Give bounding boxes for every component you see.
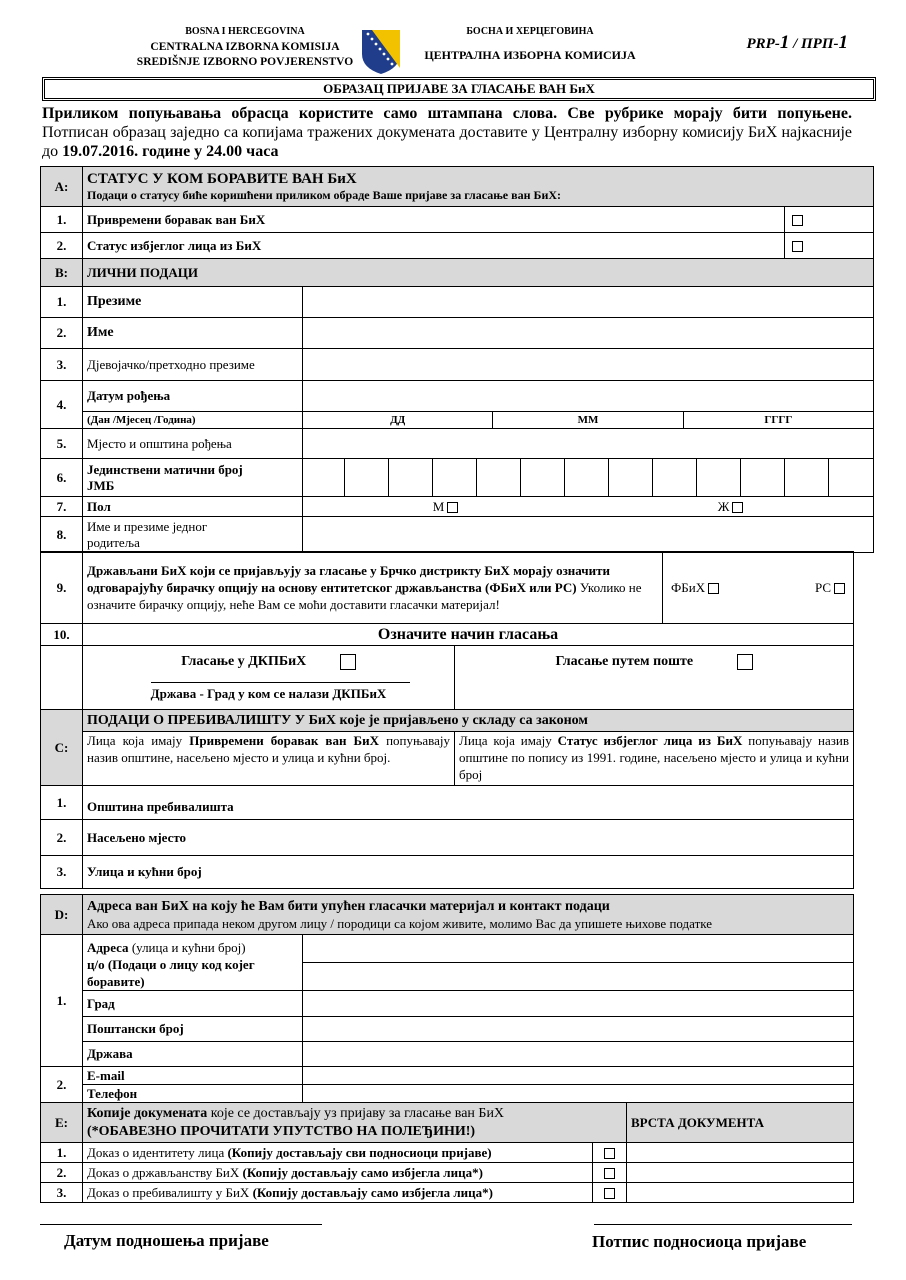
form-title-box: [42, 77, 876, 101]
b-row8-num: 8.: [41, 517, 83, 553]
form-code-prefix: PRP-: [746, 36, 780, 52]
section-c-letter: C:: [41, 710, 83, 786]
header-left-line-3: SREDIŠNJE IZBORNO POVJERENSTVO: [136, 56, 354, 68]
phone-field[interactable]: [303, 1085, 854, 1103]
residence-proof-checkbox[interactable]: [604, 1188, 615, 1199]
e-row2-label: [83, 1163, 593, 1183]
e-row1-text: Доказ о идентитету лица: [87, 1144, 228, 1160]
c-row2-num: 2.: [41, 820, 83, 856]
b-row6-num: 6.: [41, 459, 83, 497]
e-row2-doc-type-field[interactable]: [627, 1163, 854, 1183]
municipality-label: Општина пребивалишта: [87, 799, 234, 814]
header-right-line-1: БОСНА И ХЕРЦЕГОВИНА: [466, 26, 594, 37]
b-row7-num: 7.: [41, 497, 83, 517]
c-right-post: попуњавају назив општине по попису из 1991. године, насељено мјесто и улица и кућни број: [459, 733, 850, 782]
jmb-digit-3[interactable]: [389, 459, 433, 497]
c-right-pre: Лица која имају: [459, 733, 558, 748]
address-label-bold: Адреса: [87, 940, 129, 955]
birth-date-label: Датум рођења: [83, 381, 302, 412]
section-a-b-table: [40, 166, 874, 553]
gender-female-label: Ж: [717, 498, 730, 514]
section-d-table: [40, 894, 854, 1103]
settlement-label: Насељено мјесто: [87, 829, 187, 845]
vote-post-cell: [455, 646, 854, 710]
c-right-bold: Статус избјеглог лица из БиХ: [557, 733, 743, 748]
vote-dkp-sublabel: Држава - Град у ком се налази ДКПБиХ: [150, 686, 387, 702]
a-row1-label: Привремени боравак ван БиХ: [83, 207, 785, 233]
id-proof-checkbox[interactable]: [604, 1148, 615, 1159]
d-row2-num: 2.: [41, 1067, 83, 1103]
e-row3-checkbox-cell: [593, 1183, 627, 1203]
co-field[interactable]: [303, 963, 854, 991]
section-d-subtitle: Ако ова адреса припада неком другом лицу / породици са којом живите, молимо Вас да упишете њихове податке: [87, 915, 713, 931]
e-row2-text: Доказ о држављанству БиХ: [87, 1164, 243, 1180]
section-e-title-normal: које се достављају уз пријаву за гласање ван БиХ: [207, 1105, 505, 1121]
section-e-table: [40, 1102, 854, 1203]
parent-name-label-2: родитеља: [87, 534, 140, 550]
jmb-digit-2[interactable]: [345, 459, 389, 497]
e-row2-checkbox-cell: [593, 1163, 627, 1183]
header-left-line-2: CENTRALNA IZBORNA KOMISIJA: [150, 40, 340, 53]
jmb-label-cell: [83, 459, 303, 497]
brcko-table: [40, 551, 854, 646]
section-a-letter: A:: [41, 167, 83, 207]
b-row3-num: 3.: [41, 349, 83, 381]
parent-name-field[interactable]: [303, 517, 874, 553]
birth-place-label: Мјесто и општина рођења: [83, 429, 303, 459]
gender-female-checkbox[interactable]: [732, 502, 743, 513]
voting-method-title: Означите начин гласања: [83, 624, 854, 646]
a-row2-checkbox-cell: [785, 233, 874, 259]
section-e-letter: E:: [41, 1103, 83, 1143]
phone-label: Телефон: [83, 1085, 303, 1103]
birth-day-label: ДД: [303, 412, 493, 428]
section-e-title-bold: Копије докумената: [87, 1105, 208, 1121]
c-left-post: попуњавају назив општине, насељено мјесто и улица и кућни број.: [87, 733, 451, 765]
date-line[interactable]: [40, 1224, 322, 1225]
section-a-header: [83, 167, 874, 207]
e-row1-doc-type-field[interactable]: [627, 1143, 854, 1163]
jmb-digit-1[interactable]: [303, 459, 345, 497]
c-row1-num: 1.: [41, 786, 83, 820]
vote-dkp-cell: [83, 646, 455, 710]
address-label-normal: (улица и кућни број): [128, 940, 246, 955]
jmb-digit-12[interactable]: [785, 459, 829, 497]
jmb-digit-7[interactable]: [565, 459, 609, 497]
surname-field[interactable]: [303, 287, 874, 318]
jmb-digit-4[interactable]: [433, 459, 477, 497]
e-row1-label: [83, 1143, 593, 1163]
section-d-title: Адреса ван БиХ на коју ће Вам бити упућен гласачки материјал и контакт подаци: [87, 898, 610, 914]
date-label: Датум подношења пријаве: [64, 1231, 269, 1250]
street-field[interactable]: [83, 856, 854, 889]
section-c-table: [40, 709, 854, 889]
citizenship-proof-checkbox[interactable]: [604, 1168, 615, 1179]
voting-method-table: [40, 645, 854, 710]
instructions-deadline: 19.07.2016. године у 24.00 часа: [62, 143, 279, 160]
email-label: E-mail: [83, 1067, 303, 1085]
birth-place-field[interactable]: [303, 429, 874, 459]
jmb-abbr: ЈМБ: [87, 477, 115, 493]
c-left-pre: Лица која имају: [87, 733, 190, 748]
temporary-stay-checkbox[interactable]: [792, 215, 803, 226]
e-row1-bold: (Копију достављају сви подносиоци пријаве): [227, 1144, 492, 1160]
e-row3-num: 3.: [41, 1183, 83, 1203]
jmb-digit-9[interactable]: [653, 459, 697, 497]
e-row2-bold: (Копију достављају само избјегла лица*): [242, 1164, 483, 1180]
header-left-line-1: BOSNA I HERCEGOVINA: [185, 26, 305, 37]
vote-post-label: Гласање путем поште: [555, 654, 694, 670]
section-d-letter: D:: [41, 895, 83, 935]
e-row3-doc-type-field[interactable]: [627, 1183, 854, 1203]
signature-line[interactable]: [594, 1224, 852, 1225]
b-row1-num: 1.: [41, 287, 83, 318]
city-field[interactable]: [303, 991, 854, 1017]
section-b-letter: B:: [41, 259, 83, 287]
section-a-subtitle: Подаци о статусу биће коришћени приликом обраде Ваше пријаве за гласање ван БиХ:: [87, 187, 562, 202]
section-a-title: СТАТУС У КОМ БОРАВИТЕ ВАН БиХ: [87, 170, 357, 187]
fbih-label: ФБиХ: [671, 579, 706, 595]
address-field[interactable]: [303, 935, 854, 963]
street-label: Улица и кућни број: [87, 864, 202, 879]
header-left: [110, 24, 380, 71]
form-code-num2: 1: [838, 32, 848, 53]
form-code-mid: / ПРП-: [789, 36, 839, 52]
jmb-digit-11[interactable]: [741, 459, 785, 497]
jmb-digit-6[interactable]: [521, 459, 565, 497]
postal-label: Поштански број: [83, 1017, 303, 1042]
refugee-status-checkbox[interactable]: [792, 241, 803, 252]
d-row1-num: 1.: [41, 935, 83, 1067]
first-name-label: Име: [83, 318, 303, 349]
header-right-line-2: ЦЕНТРАЛНА ИЗБОРНА КОМИСИЈА: [424, 47, 636, 62]
country-label: Држава: [83, 1042, 303, 1067]
e-row2-num: 2.: [41, 1163, 83, 1183]
coat-of-arms-icon: [360, 28, 402, 76]
jmb-digit-10[interactable]: [697, 459, 741, 497]
form-code: [747, 32, 849, 54]
instructions-text: Потписан образац заједно са копијама тражених докумената доставите у Централну изборну комисију БиХ најкасније до: [42, 124, 852, 160]
brcko-text-bold: Држављани БиХ који се пријављују за гласање у Брчко дистрикту БиХ морају означити одговарајућу бирачку опцију на основу ентитетског држављанства (ФБиХ или РС): [87, 563, 610, 595]
address-label-cell: [83, 935, 303, 991]
c-left-bold: Привремени боравак ван БиХ: [189, 733, 379, 748]
e-row1-checkbox-cell: [593, 1143, 627, 1163]
entity-options: [663, 552, 854, 624]
e-row3-label: [83, 1183, 593, 1203]
postal-field[interactable]: [303, 1017, 854, 1042]
vote-post-checkbox[interactable]: [737, 654, 753, 670]
e-row3-bold: (Копију достављају само избјегла лица*): [252, 1184, 493, 1200]
birth-year-label: ГГГГ: [764, 414, 793, 426]
b-row5-num: 5.: [41, 429, 83, 459]
maiden-name-label: Дјевојачко/претходно презиме: [83, 349, 303, 381]
c-row3-num: 3.: [41, 856, 83, 889]
e-row1-num: 1.: [41, 1143, 83, 1163]
birth-date-sublabel: (Дан /Мјесец /Година): [87, 414, 196, 426]
jmb-digit-8[interactable]: [609, 459, 653, 497]
instructions-bold: Приликом попуњавања обрасца користите само штампана слова. Све рубрике морају бити попуњене.: [42, 105, 852, 122]
maiden-name-field[interactable]: [303, 349, 874, 381]
vote-dkp-label: Гласање у ДКПБиХ: [181, 654, 307, 670]
brcko-text: [83, 552, 663, 624]
section-c-left-note: [83, 732, 455, 786]
jmb-digit-5[interactable]: [477, 459, 521, 497]
gender-male-checkbox[interactable]: [447, 502, 458, 513]
e-row3-text: Доказ о пребивалишту у БиХ: [87, 1184, 253, 1200]
gender-options: [303, 497, 874, 517]
country-field[interactable]: [303, 1042, 854, 1067]
surname-label: Презиме: [83, 287, 303, 318]
birth-month-label: ММ: [493, 412, 683, 428]
jmb-label: Јединствени матични број: [87, 461, 243, 477]
gender-male-label: М: [432, 498, 445, 514]
header-right: [420, 24, 640, 63]
parent-name-label-cell: [83, 517, 303, 553]
section-c-title: [83, 710, 854, 732]
b-row2-num: 2.: [41, 318, 83, 349]
co-label: ц/о (Подаци о лицу код којег боравите): [87, 957, 255, 989]
a-row2-num: 2.: [41, 233, 83, 259]
rs-label: РС: [814, 579, 831, 595]
municipality-field[interactable]: [83, 786, 854, 820]
a-row2-label: Статус избјеглог лица из БиХ: [83, 233, 785, 259]
parent-name-label: Име и презиме једног: [87, 518, 208, 534]
dkp-location-line[interactable]: [151, 682, 410, 683]
signature-label: Потпис подносиоца пријаве: [592, 1232, 807, 1251]
fbih-checkbox[interactable]: [708, 583, 719, 594]
birth-date-label-cell: [83, 381, 303, 429]
brcko-text-normal: Уколико не означите бирачку опцију, неће Вам се моћи доставити гласачки материјал!: [87, 580, 642, 612]
first-name-field[interactable]: [303, 318, 874, 349]
b-row4-num: 4.: [41, 381, 83, 429]
vote-dkp-checkbox[interactable]: [340, 654, 356, 670]
section-c-right-note: [455, 732, 854, 786]
a-row1-checkbox-cell: [785, 207, 874, 233]
voting-method-num-cell: [41, 646, 83, 710]
section-d-header: [83, 895, 854, 935]
form-title: ОБРАЗАЦ ПРИЈАВЕ ЗА ГЛАСАЊЕ ВАН БиХ: [44, 79, 874, 99]
section-c-title-normal: које је пријављено у складу са законом: [336, 712, 588, 728]
a-row1-num: 1.: [41, 207, 83, 233]
rs-checkbox[interactable]: [834, 583, 845, 594]
section-b-title: ЛИЧНИ ПОДАЦИ: [83, 259, 874, 287]
b-row9-num: 9.: [41, 552, 83, 624]
jmb-digit-13[interactable]: [829, 459, 874, 497]
settlement-field[interactable]: [83, 820, 854, 856]
b-row10-num: 10.: [41, 624, 83, 646]
section-e-header: [83, 1103, 627, 1143]
form-code-num1: 1: [779, 32, 790, 53]
section-e-title-line2: (*ОБАВЕЗНО ПРОЧИТАТИ УПУТСТВО НА ПОЛЕЂИНИ!): [87, 1123, 476, 1139]
email-field[interactable]: [303, 1067, 854, 1085]
city-label: Град: [83, 991, 303, 1017]
section-c-title-bold: ПОДАЦИ О ПРЕБИВАЛИШТУ У БиХ: [87, 712, 336, 728]
gender-label: Пол: [83, 497, 303, 517]
doc-type-header: ВРСТА ДОКУМЕНТА: [627, 1103, 854, 1143]
birth-date-field[interactable]: [303, 381, 874, 429]
instructions: [42, 104, 852, 161]
